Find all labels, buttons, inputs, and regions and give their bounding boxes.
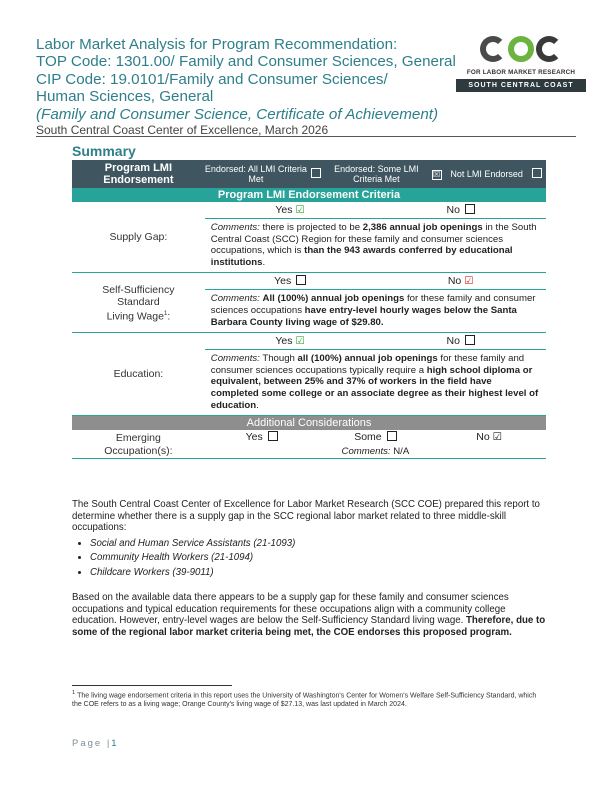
option-not-endorsed (446, 160, 528, 188)
criteria-heading: Program LMI Endorsement Criteria (72, 188, 546, 202)
option-all-label: Endorsed: All LMI Criteria Met (204, 164, 307, 184)
criteria-heading-row (72, 188, 546, 202)
logo-c-shape (480, 36, 506, 62)
coe-logo (456, 33, 586, 92)
conclusion-bold: Therefore, due to some of the regional labor market criteria being met, the COE endorses this proposed program. (72, 615, 546, 638)
title-center-date: South Central Coast Center of Excellence, March 2026 (36, 123, 329, 138)
title-program-name: (Family and Consumer Science, Certificate of Achievement) (36, 105, 439, 123)
list-item: • Community Health Workers (21-1094) (90, 552, 546, 564)
living-wage-yesno-row (72, 273, 546, 290)
list-item: • Social and Human Service Assistants (21-1093) (90, 538, 546, 550)
empty-checkbox-icon (465, 204, 475, 214)
title-top-code: TOP Code: 1301.00/ Family and Consumer Sciences, General (36, 53, 456, 71)
conclusion-paragraph (72, 592, 546, 638)
education-yes: Yes ☑ (275, 335, 305, 348)
option-not-label: Not LMI Endorsed (450, 169, 523, 179)
option-some-criteria (325, 160, 427, 188)
emerging-no: No ☑ (476, 431, 503, 444)
living-wage-no: No ☑ (447, 275, 474, 288)
endorsement-row (72, 160, 546, 188)
supply-gap-yes: Yes ☑ (275, 204, 305, 216)
logo-tagline: FOR LABOR MARKET RESEARCH (466, 69, 576, 76)
title-cip-code: CIP Code: 19.0101/Family and Consumer Sciences/ (36, 70, 388, 88)
summary-heading: Summary (72, 143, 136, 159)
empty-checkbox-icon (465, 335, 475, 345)
emerging-comment: Comments: N/A (205, 445, 546, 459)
education-comment: Comments: Though all (100%) annual job openings for these family and consumer sciences occupations typically require a high school diploma or equivalent, between 25% and 37% of workers in the field have completed some college or an associate degree as their highest level of education. (205, 350, 546, 416)
supply-gap-comment: Comments: there is projected to be 2,386 annual job openings in the South Central Coast (SCC) Region for these family and consumer sciences occupations, which is than the 943 awards conferred by educational institutions. (205, 219, 546, 273)
logo-e-shape (536, 36, 562, 62)
check-icon: ☑ (295, 335, 305, 348)
education-label: Education: (72, 333, 205, 416)
emerging-some: Some (319, 431, 433, 443)
logo-o-shape (508, 36, 534, 62)
check-icon: ☑ (464, 275, 474, 288)
empty-checkbox-icon (387, 431, 397, 441)
education-no: No (375, 335, 546, 347)
emerging-yes: Yes (205, 431, 319, 443)
header-divider (36, 136, 576, 137)
education-yesno-row (72, 333, 546, 350)
footnote: $^1$ The living wage endorsement criteria in this report uses the University of Washington's Center for Women's Welfare Self-Sufficiency Standard, which the COE refers to as a living wage; Orange County's living wage of $27.13, was last updated in March 2024. (72, 690, 537, 709)
supply-gap-label: Supply Gap: (72, 202, 205, 273)
intro-text: The South Central Coast Center of Excellence for Labor Market Research (SCC COE) prepared this report to determine whether there is a supply gap in the SCC regional labor market related to three middle-skill occupations: (72, 499, 540, 534)
coe-logo-mark (456, 33, 586, 65)
intro-paragraph (72, 499, 546, 582)
option-all-criteria (205, 160, 307, 188)
living-wage-yes: Yes (205, 275, 376, 287)
title-cip-name: Human Sciences, General (36, 88, 214, 106)
check-icon: ☑ (492, 431, 503, 444)
list-item: • Childcare Workers (39-9011) (90, 567, 546, 579)
supply-gap-yesno-row (72, 202, 546, 219)
option-not-checkbox[interactable] (528, 160, 546, 188)
additional-heading: Additional Considerations (72, 416, 546, 431)
supply-gap-no: No (375, 204, 546, 216)
summary-table (72, 160, 546, 459)
check-icon: ☑ (295, 204, 305, 216)
option-all-checkbox[interactable] (307, 160, 325, 188)
occupation-list (72, 538, 546, 579)
additional-heading-row (72, 416, 546, 431)
conclusion-text: Based on the available data there appears to be a supply gap for these family and consumer sciences occupations and typical education requirements for these occupations align with a community college education. However, entry-level wages are below the Self-Sufficiency Standard living wage. (72, 592, 509, 627)
endorsement-label: Program LMI Endorsement (72, 160, 205, 188)
living-wage-label: Self-Sufficiency Standard Living Wage$^1$: (72, 273, 205, 333)
option-some-label: Endorsed: Some LMI Criteria Met (334, 164, 419, 184)
emerging-label: Emerging Occupation(s): (72, 430, 205, 459)
title-line-1: Labor Market Analysis for Program Recommendation: (36, 36, 398, 53)
report-title-block (36, 36, 456, 137)
option-some-checkbox[interactable]: ☒ (427, 160, 445, 188)
emerging-row (72, 430, 546, 445)
living-wage-comment: Comments: All (100%) annual job openings for these family and consumer sciences occupations have entry-level hourly wages below the Santa Barbara County living wage of $29.80. (205, 290, 546, 333)
empty-checkbox-icon (296, 275, 306, 285)
empty-checkbox-icon (268, 431, 278, 441)
footnote-divider (72, 685, 232, 686)
page-number: Page |1 (72, 738, 119, 749)
logo-region: SOUTH CENTRAL COAST (456, 79, 586, 92)
